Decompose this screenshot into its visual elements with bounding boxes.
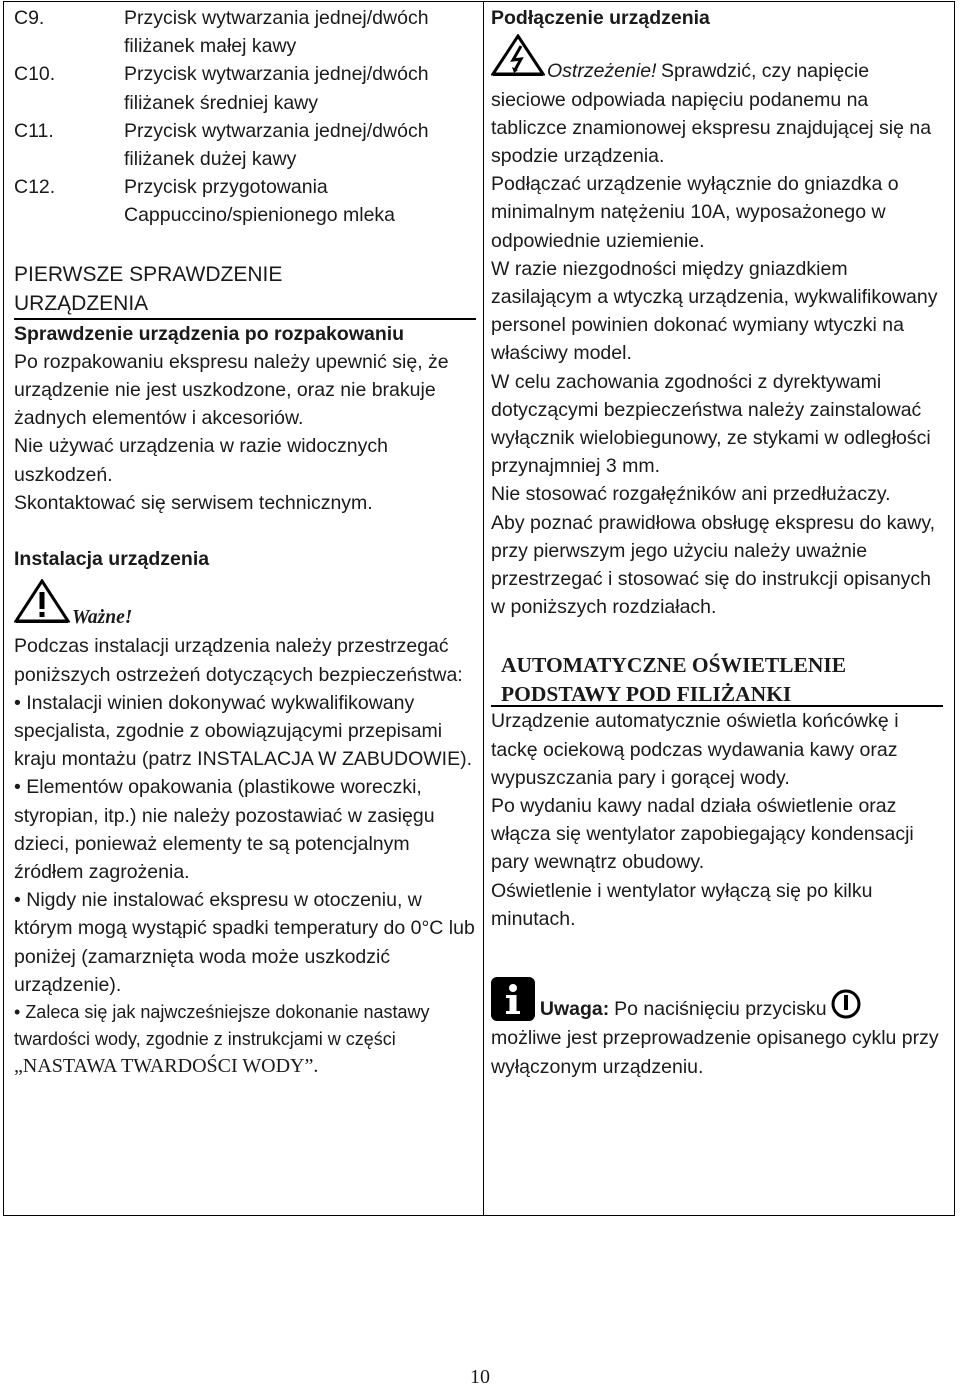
control-list-number: C11. <box>14 119 54 142</box>
column-divider <box>483 1 484 1216</box>
page-number: 10 <box>470 1366 490 1388</box>
install-heading: Instalacja urządzenia <box>14 548 210 571</box>
connect-paragraph-5: Aby poznać prawidłowa obsługę ekspresu do kawy, przy pierwszym jego użyciu należy uważnie przestrzegać i stosować się do instrukcji opisanych w poniższych rozdziałach. <box>491 511 936 619</box>
install-bullets <box>14 689 476 999</box>
connect-paragraph-3: W celu zachowania zgodności z dyrektywami dotyczącymi bezpieczeństwa należy zainstalować wyłącznik wielobiegunowy, ze stykami w odległości przynajmniej 3 mm. <box>491 370 931 478</box>
right-column <box>491 4 949 1081</box>
note-text-1: Po naciśnięciu przycisku <box>614 998 827 1021</box>
control-list-item <box>14 60 476 116</box>
first-check-title <box>14 260 476 320</box>
install-intro: Podczas instalacji urządzenia należy przestrzegać poniższych ostrzeżeń dotyczących bezpieczeństwa: <box>14 635 463 686</box>
first-check-title-line1: PIERWSZE SPRAWDZENIE <box>14 262 283 286</box>
unpack-heading: Sprawdzenie urządzenia po rozpakowaniu <box>14 322 405 345</box>
connect-heading: Podłączenie urządzenia <box>491 7 710 29</box>
warning-paragraph <box>491 57 949 170</box>
last-bullet-text: • Zaleca się jak najwcześniejsze dokonanie nastawy twardości wody, zgodnie z instrukcjami w części <box>14 1002 430 1049</box>
control-list-text: Przycisk wytwarzania jednej/dwóch filiżanek średniej kawy <box>124 63 429 114</box>
auto-paragraph-2: Po wydaniu kawy nadal działa oświetlenie oraz włącza się wentylator zapobiegający kondensacji pary wewnątrz obudowy. <box>491 795 914 874</box>
install-bullet: • Instalacji winien dokonywać wykwalifikowany specjalista, zgodnie z obowiązującymi przepisami kraju montażu (patrz INSTALACJA W ZABUDOWIE). <box>14 689 476 774</box>
auto-light-title-line2: PODSTAWY POD FILIŻANKI <box>501 682 792 707</box>
power-button-icon <box>831 989 861 1028</box>
control-list-number: C10. <box>14 63 56 86</box>
install-bullet-last <box>14 999 476 1080</box>
last-bullet-ref: „NASTAWA TWARDOŚCI WODY”. <box>14 1055 319 1078</box>
control-list <box>14 4 476 230</box>
control-list-number: C9. <box>14 7 45 29</box>
install-bullet: • Nigdy nie instalować ekspresu w otoczeniu, w którym mogą wystąpić spadki temperatury do 0°C lub poniżej (zamarznięta woda może uszkodzić urządzenie). <box>14 886 476 999</box>
first-check-title-line2: URZĄDZENIA <box>14 289 476 320</box>
auto-paragraph-1: Urządzenie automatycznie oświetla końcówkę i tackę ociekową podczas wydawania kawy oraz wypuszczania pary i gorącej wody. <box>491 710 899 789</box>
warning-label: Ostrzeżenie! <box>547 60 657 83</box>
control-list-item <box>14 4 476 60</box>
note-label: Uwaga: <box>539 998 610 1021</box>
important-label: Ważne! <box>72 607 133 629</box>
auto-light-title-line1: AUTOMATYCZNE OŚWIETLENIE <box>501 653 847 678</box>
control-list-number: C12. <box>14 176 56 199</box>
connect-paragraph-4: Nie stosować rozgałęźników ani przedłużaczy. <box>491 483 891 506</box>
install-bullet: • Elementów opakowania (plastikowe woreczki, styropian, itp.) nie należy pozostawiać w zasięgu dzieci, ponieważ elementy te są potencjalnym źródłem zagrożenia. <box>14 773 476 886</box>
control-list-item <box>14 117 476 173</box>
left-column <box>14 4 476 1080</box>
control-list-item <box>14 173 476 229</box>
control-list-text: Przycisk wytwarzania jednej/dwóch filiżanek małej kawy <box>124 7 429 58</box>
info-icon <box>491 977 535 1030</box>
warning-text: Sprawdzić, czy napięcie sieciowe odpowiada napięciu podanemu na tabliczce znamionowej ekspresu znajdującej się na spodzie urządzenia. <box>491 60 932 168</box>
connect-paragraph-1: Podłączać urządzenie wyłącznie do gniazdka o minimalnym natężeniu 10A, wyposażonego w odpowiednie uziemienie. <box>491 173 899 252</box>
control-list-text: Przycisk wytwarzania jednej/dwóch filiżanek dużej kawy <box>124 119 429 171</box>
note-text-2: możliwe jest przeprowadzenie opisanego cyklu przy wyłączonym urządzeniu. <box>491 1027 939 1078</box>
note-block <box>491 971 949 1081</box>
connect-paragraph-2: W razie niezgodności między gniazdkiem zasilającym a wtyczką urządzenia, wykwalifikowany personel powinien dokonać wymiany wtyczki na właściwy model. <box>491 257 938 365</box>
auto-light-title <box>491 651 949 709</box>
warning-triangle-icon <box>14 579 70 632</box>
unpack-paragraph-1: Po rozpakowaniu ekspresu należy upewnić się, że urządzenie nie jest uszkodzone, oraz nie brakuje żadnych elementów i akcesoriów. <box>14 350 449 430</box>
important-row <box>14 579 476 632</box>
control-list-text: Przycisk przygotowania Cappuccino/spienionego mleka <box>124 176 396 227</box>
unpack-paragraph-2: Nie używać urządzenia w razie widocznych uszkodzeń. <box>14 435 388 486</box>
auto-paragraph-3: Oświetlenie i wentylator wyłączą się po kilku minutach. <box>491 879 873 930</box>
unpack-paragraph-3: Skontaktować się serwisem technicznym. <box>14 491 373 514</box>
